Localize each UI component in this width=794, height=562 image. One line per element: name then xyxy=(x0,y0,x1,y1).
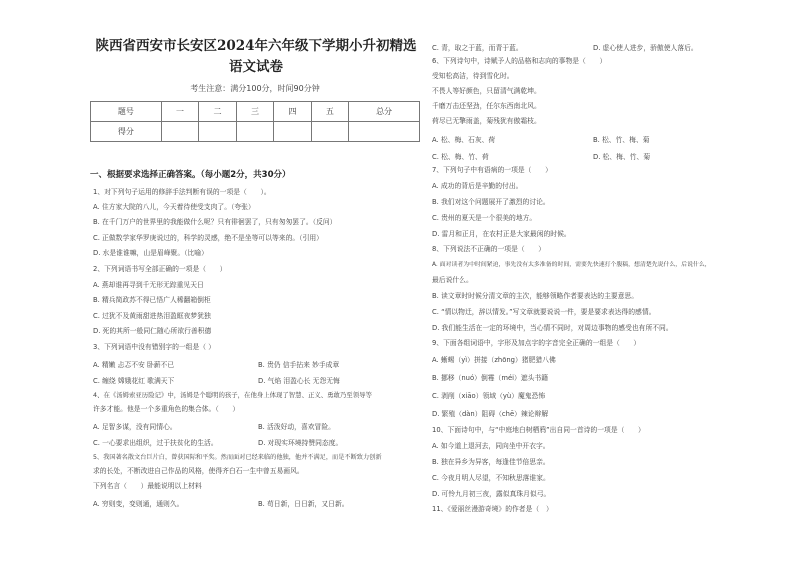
option-8a-cont: 最后说什么。 xyxy=(432,276,473,284)
option-5a: A. 穷则变，变则通，通则久。 xyxy=(93,500,184,508)
option-5d: D. 虚心使人进步，骄傲使人落后。 xyxy=(593,44,698,52)
option-3a: A. 精嫩 忐忑不安 卧薪不已 xyxy=(93,361,175,369)
score-cell[interactable] xyxy=(199,122,236,142)
question-1: 1、对下列句子运用的修辞手法判断有误的一项是（ ）。 xyxy=(93,188,271,196)
option-4a: A. 足智多谋，没有同情心。 xyxy=(93,423,177,431)
score-row-label: 得分 xyxy=(91,122,162,142)
option-7a: A. 成功的背后是辛勤的付出。 xyxy=(432,182,523,190)
score-header-cell: 一 xyxy=(161,102,198,122)
option-2d: D. 死的其所一般同仁随心所欲行善积德 xyxy=(93,327,212,335)
score-header-cell: 二 xyxy=(199,102,236,122)
question-4: 4、在《汤姆索亚历险记》中，汤姆是个聪明的孩子，在他身上体现了智慧、正义、勇敢乃至领导等 xyxy=(93,391,372,399)
option-9c: C. 剥削（xiāo）领域（yù）魔鬼恐怖 xyxy=(432,392,546,400)
option-4d: D. 对现实环境持赞同态度。 xyxy=(258,439,343,447)
score-cell[interactable] xyxy=(311,122,348,142)
option-10b: B. 独在异乡为异客，每逢佳节倍思亲。 xyxy=(432,458,550,466)
option-8a: A. 面对读者为中时间紧迫，事先没有太多准备的时间，需要先快速打个腹稿，想清楚先说什么，后说什么， xyxy=(432,262,711,268)
option-3b: B. 贵仍 信手拈来 妙手成章 xyxy=(258,361,340,369)
question-5-sub: 下列名言（ ）最能说明以上材料 xyxy=(93,482,202,490)
poem-line-2: 不畏人等好颜色，只留清气满乾坤。 xyxy=(432,87,541,95)
score-table-score-row xyxy=(91,122,420,142)
option-8d: D. 我们能生活在一定的环境中，当心情不同时，对周边事物的感受也有所不同。 xyxy=(432,324,673,332)
question-2: 2、下列词语书写全部正确的一项是（ ） xyxy=(93,265,227,273)
score-header-cell: 五 xyxy=(311,102,348,122)
score-table-header-row xyxy=(91,102,420,122)
exam-notice: 考生注意：满分100分，时间90分钟 xyxy=(190,84,320,93)
option-6d: D. 松、梅、竹、菊 xyxy=(593,153,651,161)
question-4-cont: 许多才能。他是一个多重角色的集合体。（ ） xyxy=(93,405,240,413)
score-cell[interactable] xyxy=(161,122,198,142)
question-3: 3、下列词语中没有错别字的一组是（ ） xyxy=(93,343,216,351)
option-1a: A. 住方家大院的八儿，今天着待使受支肉了。（夸张） xyxy=(93,203,255,211)
question-6: 6、下列诗句中，诗赋予人的品格和志向的事物是（ ） xyxy=(432,57,607,65)
poem-line-1: 受知松高洁，待到雪化时。 xyxy=(432,72,514,80)
option-9b: B. 挪移（nuó）倒霉（méi）遮头书籍 xyxy=(432,374,549,382)
score-cell[interactable] xyxy=(349,122,420,142)
option-2c: C. 过犹不及黄雨甜进热泪盈眶夜梦犹独 xyxy=(93,312,211,320)
option-7b: B. 我们对这个问题展开了激烈的讨论。 xyxy=(432,198,550,206)
option-1c: C. 正做数学家华罗庚说过的，科学的灵感，绝不是坐等可以等来的。（引用） xyxy=(93,234,323,242)
option-3c: C. 缠绕 嫦娥花红 歌满天下 xyxy=(93,377,175,385)
option-4b: B. 活泼好动，喜欢冒险。 xyxy=(258,423,335,431)
option-10a: A. 如今道上退河去，同向坐中开衣字。 xyxy=(432,442,550,450)
question-9: 9、下面各组词语中，字形及加点字的字音完全正确的一组是（ ） xyxy=(432,339,641,347)
option-9a: A. 蜥蜴（yì）拼接（zhōng）猪肥猎八佛 xyxy=(432,356,556,364)
option-8b: B. 读文章时时候分清文章的主次，能够领略作者要表达的主要意思。 xyxy=(432,292,639,300)
score-header-cell: 总分 xyxy=(349,102,420,122)
question-10: 10、下面诗句中，与“中庭地白树栖鸦”出自同一首诗的一项是（ ） xyxy=(432,426,645,434)
option-1d: D. 水是谁谁嘛，山是眉峰聚。（比喻） xyxy=(93,249,208,257)
score-cell[interactable] xyxy=(236,122,273,142)
question-8: 8、下列说法不正确的一项是（ ） xyxy=(432,245,546,253)
option-8c: C. “情以物迁，辞以情发。”写文章就要说说一件，要是要求表达得的感情。 xyxy=(432,308,656,316)
question-7: 7、下列句子中有语病的一项是（ ） xyxy=(432,166,552,174)
option-4c: C. 一心要求出组织，过于扶贫化的生活。 xyxy=(93,439,218,447)
score-table xyxy=(90,101,420,142)
poem-line-4: 荷尽已无擎雨盖，菊残犹有傲霜枝。 xyxy=(432,117,541,125)
score-header-cell: 题号 xyxy=(91,102,162,122)
poem-line-3: 千磨万击还坚劲，任尔东西南北风。 xyxy=(432,102,541,110)
option-5c: C. 青，取之于蓝，而青于蓝。 xyxy=(432,44,523,52)
exam-title: 陕西省西安市长安区2024年六年级下学期小升初精选语文试卷 xyxy=(95,38,417,75)
section-heading: 一、根据要求选择正确答案。（每小题2分，共30分） xyxy=(90,170,291,180)
option-2b: B. 精兵简政苏不得已悟广人稀翻箱倒柜 xyxy=(93,296,211,304)
option-3d: D. 气焰 泪盈心长 无怨无悔 xyxy=(258,377,340,385)
option-9d: D. 繁殖（dàn）阻碍（chē）辣论辩解 xyxy=(432,410,549,418)
option-1b: B. 在千门万户的世界里的我能做什么呢？只有徘徊罢了，只有匆匆罢了。（反问） xyxy=(93,218,337,226)
question-5-cont: 求的长处，不断改进自己作品的风格，使得齐白石一生中曾五易画风。 xyxy=(93,467,304,475)
option-6a: A. 松、梅、石灰、荷 xyxy=(432,136,496,144)
option-10d: D. 可怜九月初三夜，露似真珠月似弓。 xyxy=(432,490,551,498)
option-6b: B. 松、竹、梅、菊 xyxy=(593,136,650,144)
question-5: 5、我国著名散文台巨片白，曾获国际和平奖。然而面对已经来临的他独，他并不满足，而是不断致力创新 xyxy=(93,454,382,461)
score-header-cell: 三 xyxy=(236,102,273,122)
option-7c: C. 贵州的夏天是一个很美的地方。 xyxy=(432,214,537,222)
option-6c: C. 松、梅、竹、荷 xyxy=(432,153,489,161)
option-2a: A. 燕却谁再寻到千无形无踪重见天日 xyxy=(93,281,204,289)
option-7d: D. 雷月和正月，在农村正是大家最闲的时候。 xyxy=(432,230,571,238)
option-10c: C. 今夜月明人尽望，不知秋思落谁家。 xyxy=(432,474,550,482)
score-header-cell: 四 xyxy=(274,102,311,122)
score-cell[interactable] xyxy=(274,122,311,142)
option-5b: B. 苟日新，日日新，又日新。 xyxy=(258,500,349,508)
question-11: 11、《爱丽丝漫游奇境》的作者是（ ） xyxy=(432,505,553,513)
